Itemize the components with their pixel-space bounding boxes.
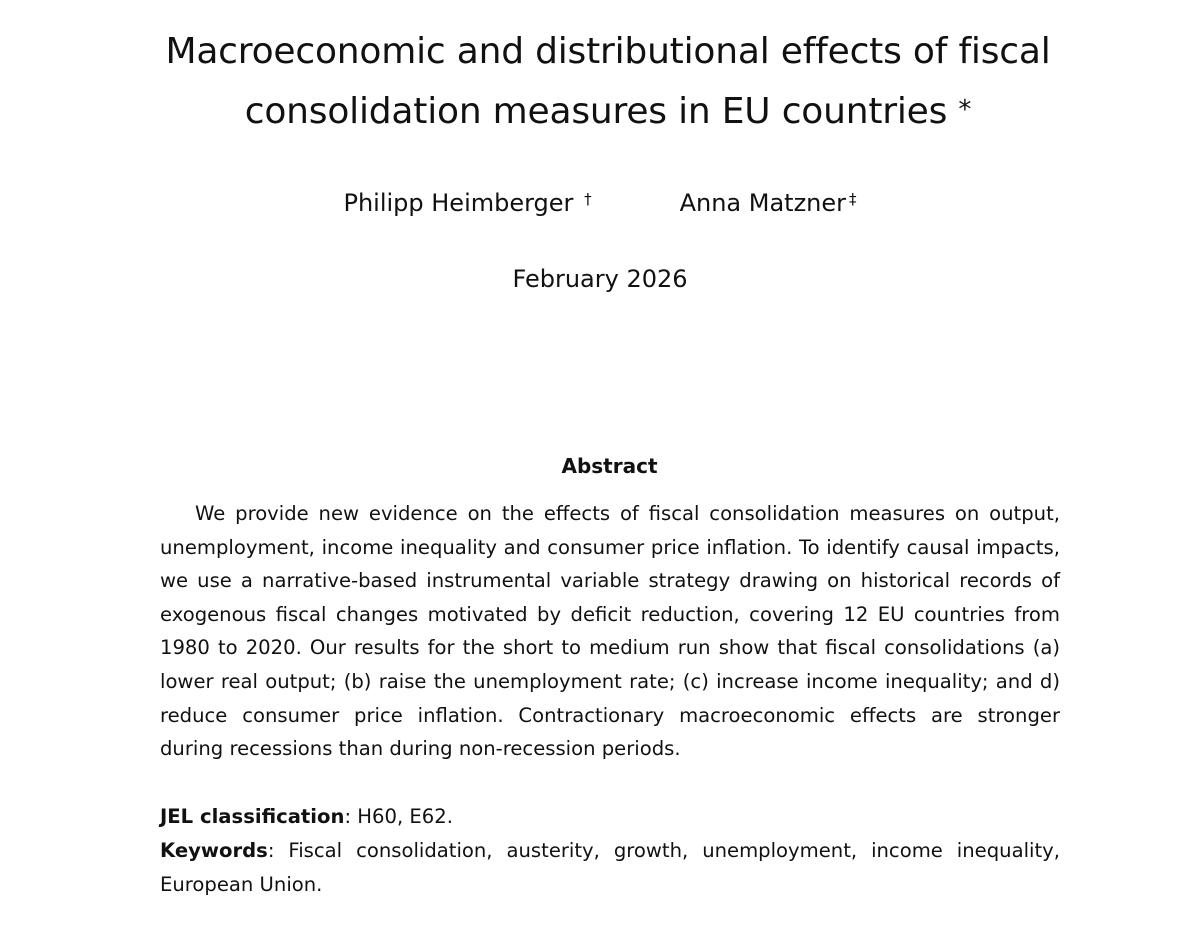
keywords-separator: : [267,839,289,862]
abstract-heading: Abstract [561,454,658,478]
author-name: Philipp Heimberger [343,189,574,217]
keywords-label: Keywords [160,839,268,862]
jel-codes: H60, E62. [357,805,453,828]
paper-title-text: Macroeconomic and distributional effects of fiscal consolidation measures in EU countries [165,31,1051,132]
author [343,186,591,220]
paper-title [60,22,1156,142]
author-footnote-mark: ‡ [849,190,857,208]
keywords [160,834,1060,902]
author [680,186,857,220]
publication-date: February 2026 [512,265,688,293]
author-footnote-mark: † [584,190,592,208]
jel-label: JEL classification [160,805,345,828]
author-name: Anna Matzner [679,189,847,217]
jel-separator: : [344,805,358,828]
abstract-text: We provide new evidence on the effects of fiscal consolidation measures on output, unemployment, income inequality and consumer price inflation. To identify causal impacts, we use a narrative-based instrumental variable strategy drawing on historical records of exogenous fiscal changes motivated by deficit reduction, covering 12 EU countries from 1980 to 2020. Our results for the short to medium run show that fiscal consolidations (a) lower real output; (b) raise the unemployment rate; (c) increase income inequality; and d) reduce consumer price inflation. Contractionary macroeconomic effects are stronger during recessions than during non-recession periods. [160,502,1060,761]
jel-classification [160,800,1060,834]
author-list [0,186,1200,220]
title-footnote-mark: * [958,95,972,125]
keywords-list: Fiscal consolidation, austerity, growth, unemployment, income inequality, European Union. [160,839,1060,896]
